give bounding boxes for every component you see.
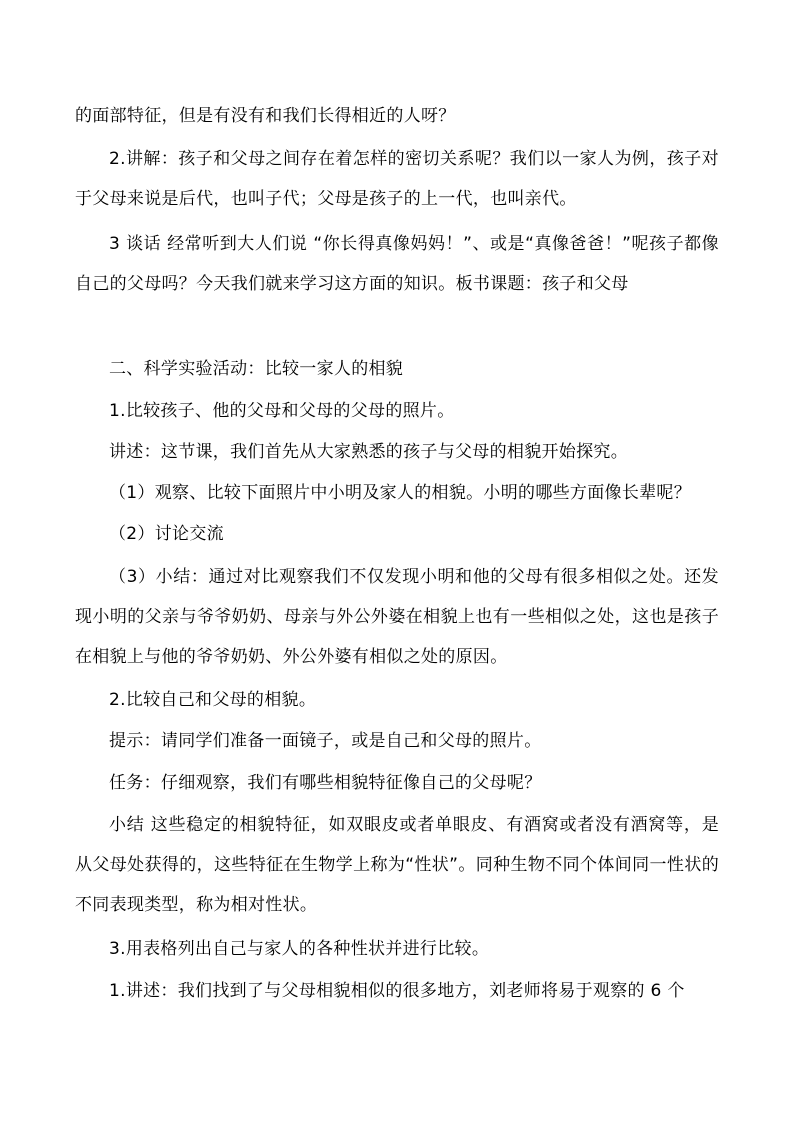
paragraph-step-2: （2）讨论交流 (109, 524, 224, 544)
paragraph-step-1: （1）观察、比较下面照片中小明及家人的相貌。小明的哪些方面像长辈呢？ (109, 483, 692, 503)
paragraph-compare-self: 2.比较自己和父母的相貌。 (109, 690, 317, 710)
paragraph-narration: 讲述：这节课，我们首先从大家熟悉的孩子与父母的相貌开始探究。 (109, 442, 628, 462)
paragraph-summary: 小结 这些稳定的相貌特征，如双眼皮或者单眼皮、有酒窝或者没有酒窝等，是从父母处获得的，这些特征在生物学上称为“性状”。同种生物不同个体间同一性状的不同表现类型，称为相对性状。 (75, 815, 719, 915)
paragraph-step-3: （3）小结：通过对比观察我们不仅发现小明和他的父母有很多相似之处。还发现小明的父亲与爷爷奶奶、母亲与外公外婆在相貌上也有一些相似之处，这也是孩子在相貌上与他的爷爷奶奶、外公外婆有相似之处的原因。 (75, 567, 719, 667)
paragraph-table-compare: 3.用表格列出自己与家人的各种性状并进行比较。 (109, 939, 490, 959)
paragraph-hint: 提示：请同学们准备一面镜子，或是自己和父母的照片。 (109, 731, 542, 751)
paragraph-explanation: 2.讲解：孩子和父母之间存在着怎样的密切关系呢？我们以一家人为例，孩子对于父母来说是后代，也叫子代；父母是孩子的上一代，也叫亲代。 (75, 149, 719, 209)
paragraph-compare-photos: 1.比较孩子、他的父母和父母的父母的照片。 (109, 401, 455, 421)
paragraph-conversation: 3 谈话 经常听到大人们说 “你长得真像妈妈！”、或是“真像爸爸！”呢孩子都像自己的父母吗？今天我们就来学习这方面的知识。板书课题：孩子和父母 (75, 234, 719, 294)
paragraph-task: 任务：仔细观察，我们有哪些相貌特征像自己的父母呢？ (109, 773, 542, 793)
paragraph-continuation: 的面部特征，但是有没有和我们长得相近的人呀？ (75, 106, 456, 126)
paragraph-narration-2: 1.讲述：我们找到了与父母相貌相似的很多地方，刘老师将易于观察的 6 个 (109, 981, 685, 1001)
section-heading-activity: 二、科学实验活动：比较一家人的相貌 (109, 359, 404, 379)
